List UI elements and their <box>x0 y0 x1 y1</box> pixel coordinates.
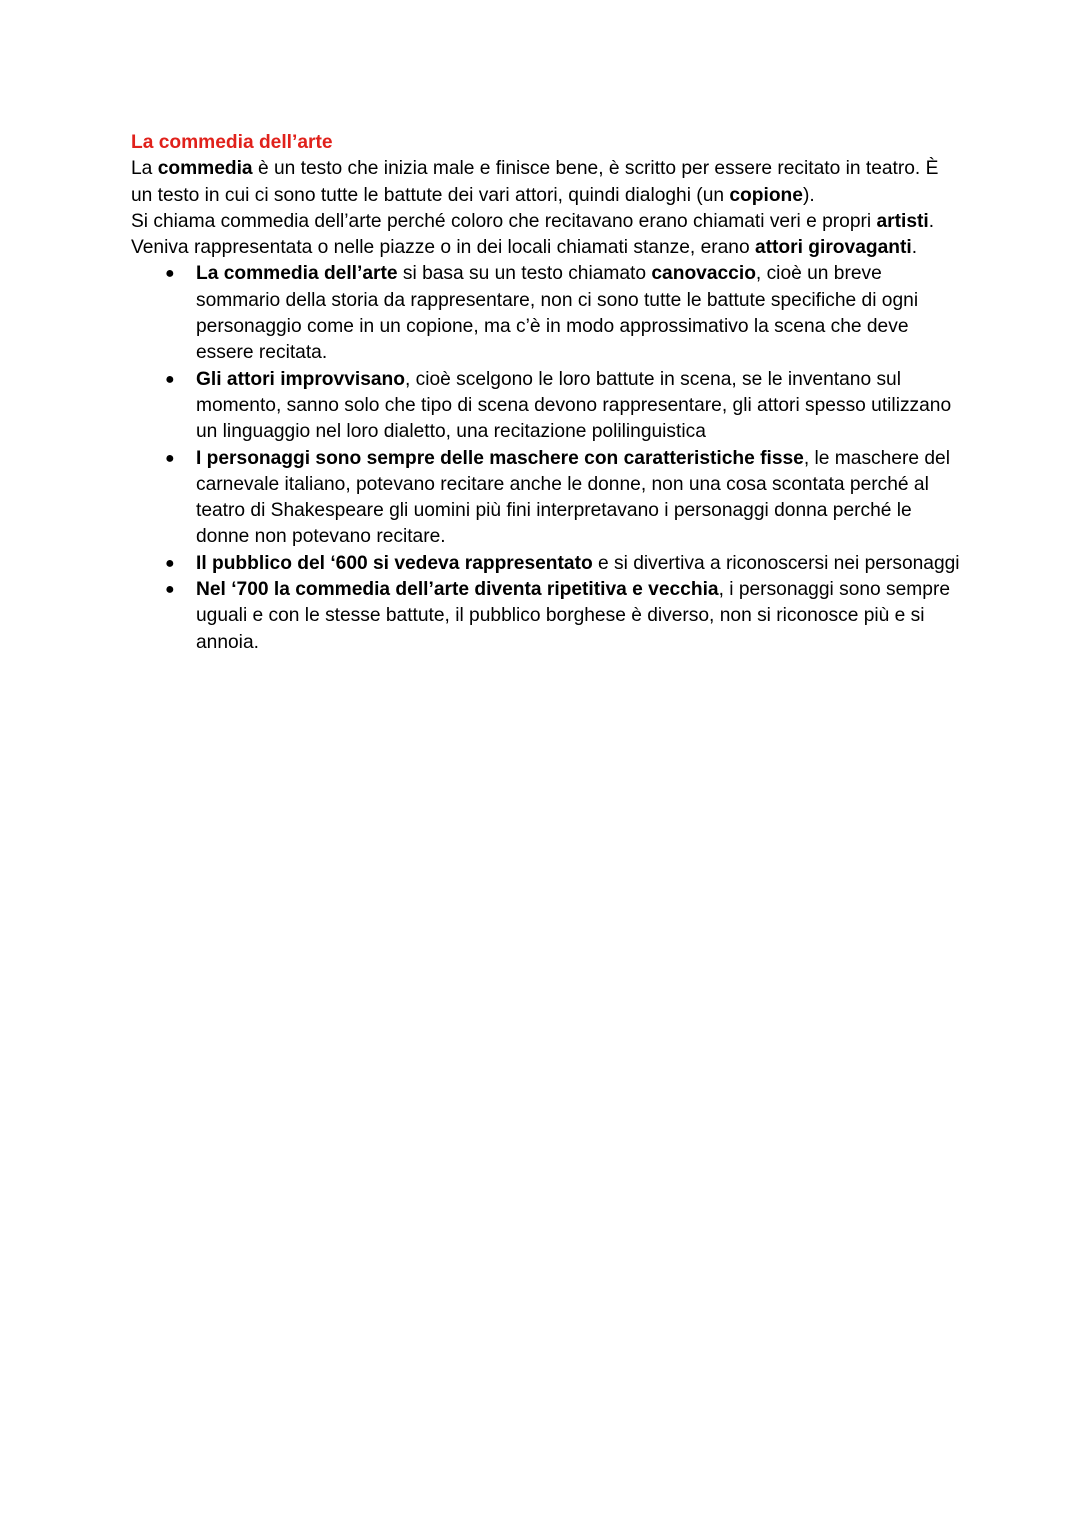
text-run: , le maschere del carnevale italiano, potevano recitare anche le donne, non una cosa scontata perché al teatro di Shakespeare gli uomini più fini interpretavano i personaggi donna perché le donne non potevano recitare. <box>196 447 950 548</box>
bold-text: commedia <box>157 158 253 180</box>
text-run: e si divertiva a riconoscersi nei personaggi <box>592 552 960 574</box>
text-run: ). <box>802 184 815 206</box>
bullet-icon: ● <box>165 449 175 467</box>
bold-text: artisti <box>876 210 929 232</box>
bullet-text <box>196 553 960 574</box>
text-run: La <box>131 158 158 180</box>
intro-paragraph <box>131 156 961 261</box>
text-run: . <box>911 237 918 259</box>
text-run: , i personaggi sono sempre uguali e con le stesse battute, il pubblico borghese è diverso, non si riconosce più e si annoia. <box>196 579 951 653</box>
bullet-item <box>131 551 961 577</box>
document-title: La commedia dell’arte <box>131 132 333 153</box>
bullet-icon: ● <box>165 554 175 572</box>
bullet-item <box>131 446 961 551</box>
bullet-text <box>196 579 950 653</box>
bold-text: Il pubblico del ‘600 si vedeva rappresentato <box>196 552 593 574</box>
bullet-icon: ● <box>165 581 175 599</box>
bold-text: La commedia dell’arte <box>196 263 398 285</box>
bold-text: I personaggi sono sempre delle maschere con caratteristiche fisse <box>196 447 804 469</box>
text-run: si basa su un testo chiamato <box>397 263 652 285</box>
bullet-list <box>131 261 961 655</box>
bold-text: Nel ‘700 la commedia dell’arte diventa ripetitiva e vecchia <box>196 579 719 601</box>
text-run: Si chiama commedia dell’arte perché coloro che recitavano erano chiamati veri e propri <box>131 210 877 232</box>
text-run: . Veniva rappresentata o nelle piazze o in dei locali chiamati stanze, erano <box>131 210 935 259</box>
bullet-text <box>196 448 950 548</box>
bullet-text <box>196 369 951 443</box>
bullet-icon: ● <box>165 370 175 388</box>
bullet-item <box>131 367 961 446</box>
document-body <box>131 130 961 656</box>
bold-text: copione <box>729 184 803 206</box>
text-run: , cioè scelgono le loro battute in scena, se le inventano sul momento, sanno solo che tipo di scena devono rappresentare, gli attori spesso utilizzano un linguaggio nel loro dialetto, una recitazione polilinguistica <box>196 368 952 443</box>
bold-text: attori girovaganti <box>754 237 912 259</box>
bold-text: Gli attori improvvisano <box>196 368 405 390</box>
bullet-icon: ● <box>165 265 175 283</box>
bullet-item <box>131 261 961 366</box>
bullet-item <box>131 577 961 656</box>
text-run: , cioè un breve sommario della storia da rappresentare, non ci sono tutte le battute specifiche di ogni personaggio come in un copione, ma c’è in modo approssimativo la scena che deve essere recitata. <box>196 263 919 364</box>
bold-text: canovaccio <box>651 263 756 285</box>
text-run: è un testo che inizia male e finisce bene, è scritto per essere recitato in teatro. È un testo in cui ci sono tutte le battute dei vari attori, quindi dialoghi (un <box>131 158 939 206</box>
bullet-text <box>196 263 918 363</box>
